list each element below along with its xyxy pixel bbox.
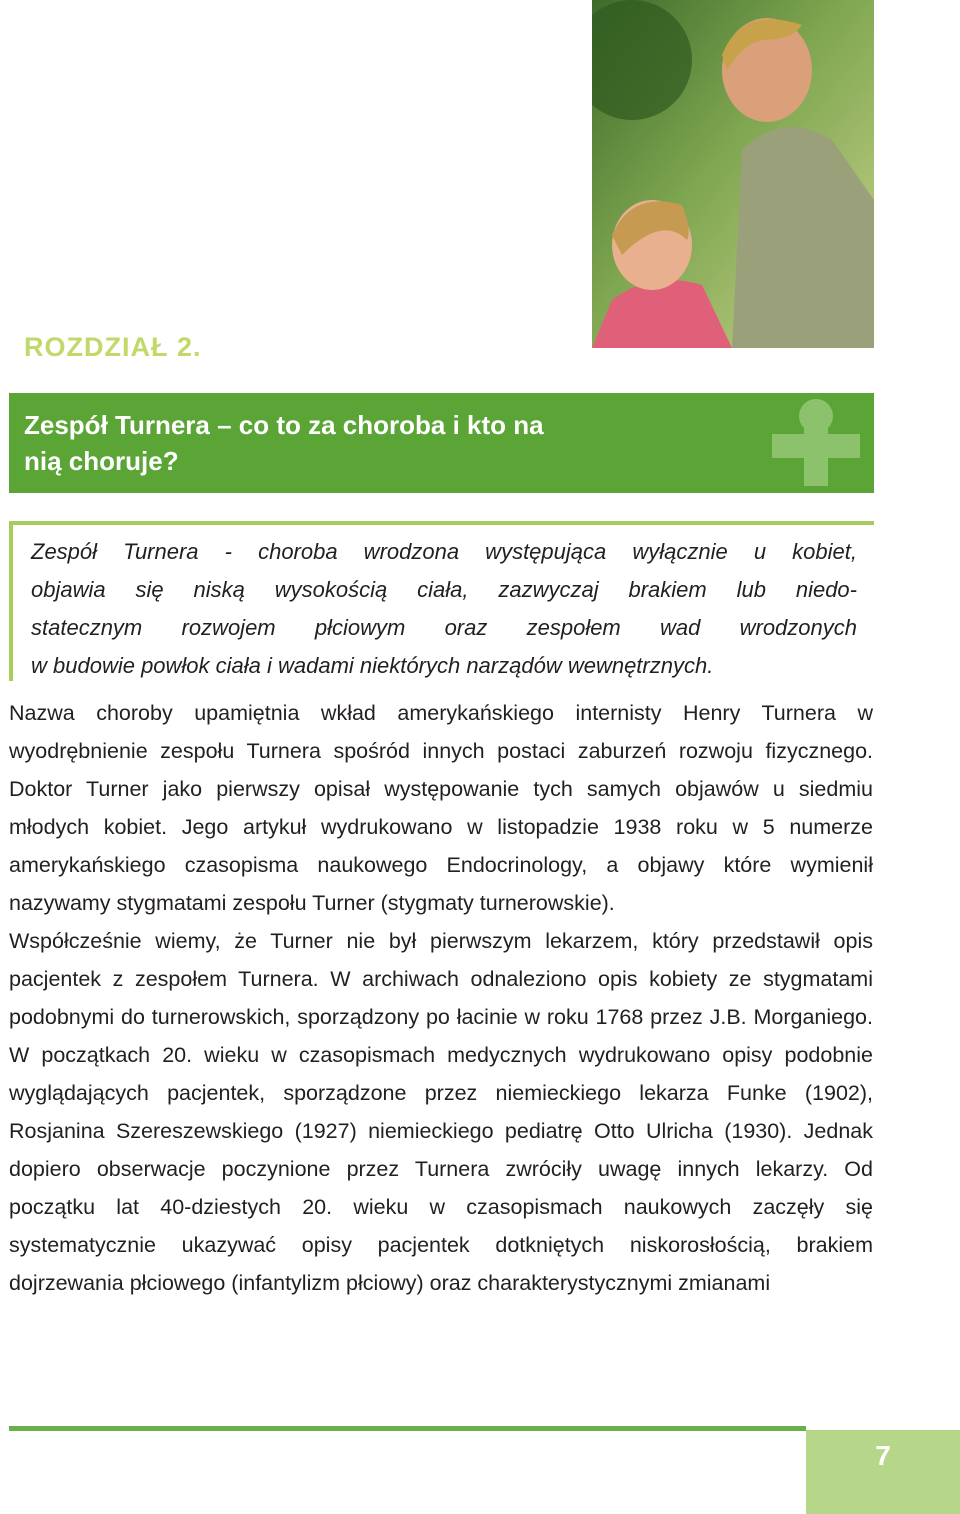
chapter-label: ROZDZIAŁ 2. bbox=[24, 332, 202, 362]
photo-father-daughter bbox=[592, 0, 874, 348]
footer-rule bbox=[9, 1426, 806, 1431]
intro-line: Zespół Turnera - choroba wrodzona występująca wyłącznie u kobiet, bbox=[31, 539, 857, 564]
chapter-title: Zespół Turnera – co to za choroba i kto na nią choruje? bbox=[24, 410, 544, 476]
chapter-title-banner bbox=[9, 393, 874, 493]
intro-text bbox=[31, 533, 857, 685]
intro-box bbox=[9, 521, 874, 681]
body-text bbox=[9, 694, 873, 1302]
cross-icon bbox=[772, 398, 860, 491]
intro-line: objawia się niską wysokością ciała, zazwyczaj brakiem lub niedo- bbox=[31, 577, 857, 602]
paragraph: Współcześnie wiemy, że Turner nie był pierwszym lekarzem, który przedstawił opis pacjentek z zespołem Turnera. W archiwach odnaleziono opis kobiety ze stygmatami podobnymi do turnerowskich, sporządzony po łacinie w roku 1768 przez J.B. Morganiego. W początkach 20. wieku w czasopismach medycznych wydrukowano opisy podobnie wyglądających pacjentek, sporządzone przez niemieckiego lekarza Funke (1902), Rosjanina Szereszewskiego (1927) niemieckiego pediatrę Otto Ulricha (1930). Jednak dopiero obserwacje poczynione przez Turnera zwróciły uwagę innych lekarzy. Od początku lat 40-dziestych 20. wieku w czasopismach naukowych zaczęły się systematycznie ukazywać opisy pacjentek dotkniętych niskorosłością, brakiem dojrzewania płciowego (infantylizm płciowy) oraz charakterystycznymi zmianami bbox=[9, 929, 873, 1295]
page-number: 7 bbox=[875, 1440, 891, 1471]
intro-line: statecznym rozwojem płciowym oraz zespołem wad wrodzonych bbox=[31, 615, 857, 640]
intro-line: w budowie powłok ciała i wadami niektórych narządów wewnętrznych. bbox=[31, 653, 714, 678]
paragraph: Nazwa choroby upamiętnia wkład amerykańskiego internisty Henry Turnera w wyodrębnienie zespołu Turnera spośród innych postaci zaburzeń rozwoju fizycznego. Doktor Turner jako pierwszy opisał występowanie tych samych objawów u siedmiu młodych kobiet. Jego artykuł wydrukowano w listopadzie 1938 roku w 5 numerze amerykańskiego czasopisma naukowego Endocrinology, a objawy które wymienił nazywamy stygmatami zespołu Turner (stygmaty turnerowskie). bbox=[9, 701, 873, 915]
page-number-box bbox=[806, 1430, 960, 1514]
